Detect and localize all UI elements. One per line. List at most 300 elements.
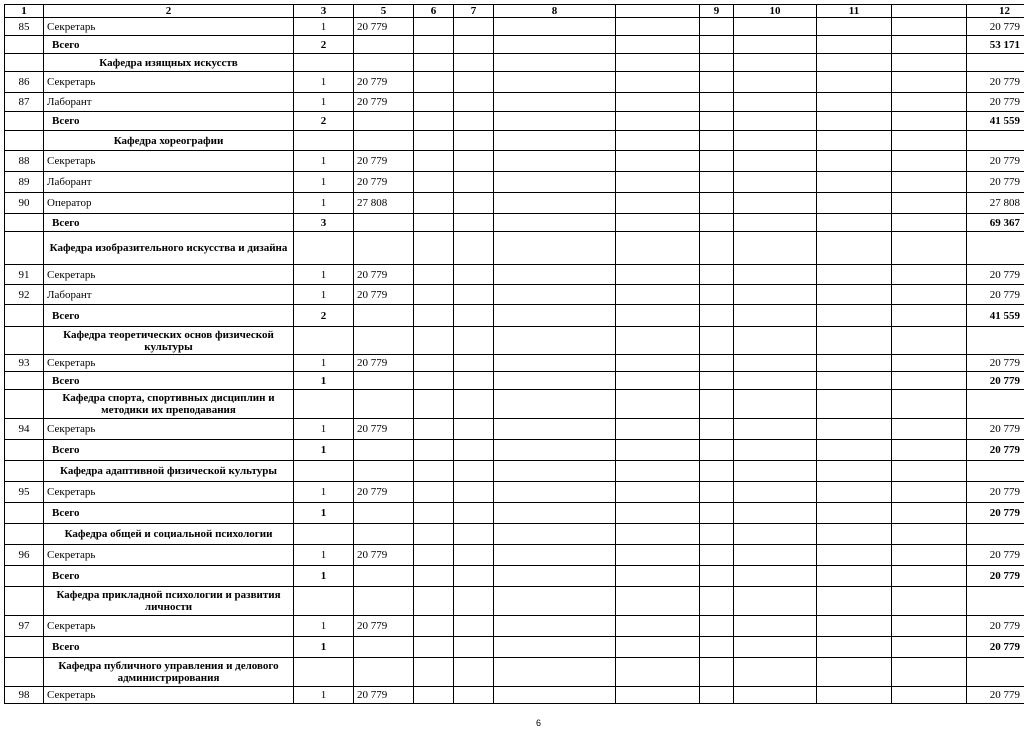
cell-c6 bbox=[414, 93, 454, 112]
cell-c8 bbox=[494, 658, 616, 687]
cell-c6 bbox=[414, 151, 454, 172]
cell-c11 bbox=[817, 637, 892, 658]
cell-c12 bbox=[967, 54, 1024, 72]
cell-cx bbox=[616, 440, 700, 461]
cell-c6 bbox=[414, 172, 454, 193]
cell-cy bbox=[892, 372, 967, 390]
total-row bbox=[5, 214, 1024, 232]
cell-c1: 97 bbox=[5, 616, 44, 637]
table-row bbox=[5, 545, 1024, 566]
cell-c9 bbox=[700, 566, 734, 587]
cell-cx bbox=[616, 658, 700, 687]
cell-c9 bbox=[700, 461, 734, 482]
cell-c6 bbox=[414, 72, 454, 93]
table-row bbox=[5, 193, 1024, 214]
cell-cy bbox=[892, 461, 967, 482]
cell-c7 bbox=[454, 151, 494, 172]
cell-c2: Кафедра теоретических основ физической культуры bbox=[44, 327, 294, 355]
cell-cx bbox=[616, 172, 700, 193]
cell-c10 bbox=[734, 72, 817, 93]
cell-cx bbox=[616, 687, 700, 704]
cell-c5 bbox=[354, 131, 414, 151]
section-row bbox=[5, 524, 1024, 545]
cell-c10 bbox=[734, 419, 817, 440]
cell-c9 bbox=[700, 327, 734, 355]
cell-c5: 20 779 bbox=[354, 419, 414, 440]
cell-c8 bbox=[494, 54, 616, 72]
cell-c8 bbox=[494, 419, 616, 440]
cell-c5 bbox=[354, 54, 414, 72]
cell-cy bbox=[892, 193, 967, 214]
cell-c6 bbox=[414, 419, 454, 440]
cell-c10 bbox=[734, 566, 817, 587]
cell-c5 bbox=[354, 461, 414, 482]
cell-c12: 20 779 bbox=[967, 637, 1024, 658]
cell-c5 bbox=[354, 587, 414, 616]
cell-c11 bbox=[817, 265, 892, 285]
cell-c2: Секретарь bbox=[44, 72, 294, 93]
cell-cy bbox=[892, 566, 967, 587]
cell-c9 bbox=[700, 524, 734, 545]
cell-c6 bbox=[414, 372, 454, 390]
section-row bbox=[5, 54, 1024, 72]
cell-cy bbox=[892, 265, 967, 285]
cell-c12 bbox=[967, 658, 1024, 687]
cell-c5: 20 779 bbox=[354, 93, 414, 112]
cell-c12 bbox=[967, 587, 1024, 616]
cell-c7 bbox=[454, 566, 494, 587]
cell-c3: 3 bbox=[294, 214, 354, 232]
header-cell: 5 bbox=[354, 5, 414, 18]
cell-c9 bbox=[700, 545, 734, 566]
table-row bbox=[5, 18, 1024, 36]
cell-c2: Всего bbox=[44, 214, 294, 232]
cell-c1 bbox=[5, 54, 44, 72]
total-row bbox=[5, 637, 1024, 658]
cell-c1 bbox=[5, 503, 44, 524]
cell-c2: Кафедра общей и социальной психологии bbox=[44, 524, 294, 545]
cell-c2: Лаборант bbox=[44, 285, 294, 305]
page-number: 6 bbox=[536, 718, 542, 728]
cell-c10 bbox=[734, 616, 817, 637]
cell-c5: 20 779 bbox=[354, 545, 414, 566]
header-cell: 10 bbox=[734, 5, 817, 18]
cell-c10 bbox=[734, 265, 817, 285]
cell-c7 bbox=[454, 54, 494, 72]
table-row bbox=[5, 151, 1024, 172]
cell-c3: 2 bbox=[294, 112, 354, 131]
cell-c2: Секретарь bbox=[44, 687, 294, 704]
cell-c2: Секретарь bbox=[44, 265, 294, 285]
cell-c9 bbox=[700, 637, 734, 658]
cell-cx bbox=[616, 616, 700, 637]
cell-c6 bbox=[414, 545, 454, 566]
cell-c2: Оператор bbox=[44, 193, 294, 214]
cell-c8 bbox=[494, 151, 616, 172]
cell-cy bbox=[892, 545, 967, 566]
cell-c6 bbox=[414, 440, 454, 461]
cell-cy bbox=[892, 637, 967, 658]
cell-c8 bbox=[494, 390, 616, 419]
header-cell: 8 bbox=[494, 5, 616, 18]
cell-c9 bbox=[700, 36, 734, 54]
cell-c6 bbox=[414, 18, 454, 36]
cell-c5 bbox=[354, 327, 414, 355]
cell-c12: 20 779 bbox=[967, 503, 1024, 524]
cell-c9 bbox=[700, 587, 734, 616]
cell-c2: Секретарь bbox=[44, 545, 294, 566]
cell-cx bbox=[616, 265, 700, 285]
cell-c1: 94 bbox=[5, 419, 44, 440]
cell-cx bbox=[616, 419, 700, 440]
cell-c5 bbox=[354, 637, 414, 658]
cell-c12: 20 779 bbox=[967, 93, 1024, 112]
cell-c12: 20 779 bbox=[967, 566, 1024, 587]
staffing-table bbox=[4, 4, 1024, 704]
cell-cx bbox=[616, 18, 700, 36]
cell-c11 bbox=[817, 172, 892, 193]
cell-c7 bbox=[454, 93, 494, 112]
cell-c10 bbox=[734, 355, 817, 372]
cell-c2: Кафедра прикладной психологии и развития личности bbox=[44, 587, 294, 616]
cell-cx bbox=[616, 461, 700, 482]
cell-c7 bbox=[454, 327, 494, 355]
cell-c11 bbox=[817, 461, 892, 482]
table-row bbox=[5, 172, 1024, 193]
cell-c9 bbox=[700, 112, 734, 131]
cell-cy bbox=[892, 390, 967, 419]
cell-c1: 95 bbox=[5, 482, 44, 503]
cell-c5: 27 808 bbox=[354, 193, 414, 214]
cell-c11 bbox=[817, 112, 892, 131]
cell-c2: Кафедра адаптивной физической культуры bbox=[44, 461, 294, 482]
cell-c11 bbox=[817, 18, 892, 36]
cell-c3: 1 bbox=[294, 18, 354, 36]
cell-cy bbox=[892, 18, 967, 36]
header-cell: 12 bbox=[967, 5, 1024, 18]
cell-cy bbox=[892, 503, 967, 524]
cell-c10 bbox=[734, 482, 817, 503]
cell-c5: 20 779 bbox=[354, 72, 414, 93]
cell-c5 bbox=[354, 440, 414, 461]
cell-c11 bbox=[817, 232, 892, 265]
cell-c12: 20 779 bbox=[967, 687, 1024, 704]
cell-c12: 20 779 bbox=[967, 18, 1024, 36]
cell-c9 bbox=[700, 687, 734, 704]
cell-c6 bbox=[414, 658, 454, 687]
total-row bbox=[5, 112, 1024, 131]
cell-c11 bbox=[817, 566, 892, 587]
cell-c3 bbox=[294, 232, 354, 265]
cell-c9 bbox=[700, 54, 734, 72]
cell-c5 bbox=[354, 372, 414, 390]
cell-cx bbox=[616, 545, 700, 566]
cell-c12: 20 779 bbox=[967, 151, 1024, 172]
cell-c10 bbox=[734, 372, 817, 390]
cell-c3: 1 bbox=[294, 637, 354, 658]
cell-c3: 1 bbox=[294, 440, 354, 461]
cell-c1: 85 bbox=[5, 18, 44, 36]
cell-c9 bbox=[700, 131, 734, 151]
cell-c7 bbox=[454, 461, 494, 482]
cell-c11 bbox=[817, 285, 892, 305]
cell-c6 bbox=[414, 54, 454, 72]
table-row bbox=[5, 419, 1024, 440]
cell-c2: Секретарь bbox=[44, 419, 294, 440]
cell-c7 bbox=[454, 524, 494, 545]
table-row bbox=[5, 93, 1024, 112]
cell-c10 bbox=[734, 524, 817, 545]
total-row bbox=[5, 305, 1024, 327]
cell-c10 bbox=[734, 545, 817, 566]
cell-c1: 86 bbox=[5, 72, 44, 93]
cell-c5 bbox=[354, 503, 414, 524]
cell-c1 bbox=[5, 131, 44, 151]
cell-c5 bbox=[354, 36, 414, 54]
cell-c12: 69 367 bbox=[967, 214, 1024, 232]
cell-c8 bbox=[494, 112, 616, 131]
cell-cy bbox=[892, 440, 967, 461]
cell-c1 bbox=[5, 440, 44, 461]
cell-cx bbox=[616, 503, 700, 524]
cell-c10 bbox=[734, 131, 817, 151]
cell-c12: 20 779 bbox=[967, 285, 1024, 305]
cell-c3 bbox=[294, 658, 354, 687]
cell-c2: Секретарь bbox=[44, 355, 294, 372]
cell-cx bbox=[616, 305, 700, 327]
cell-c2: Всего bbox=[44, 372, 294, 390]
cell-c9 bbox=[700, 265, 734, 285]
cell-c6 bbox=[414, 36, 454, 54]
cell-c10 bbox=[734, 172, 817, 193]
cell-c3: 1 bbox=[294, 616, 354, 637]
cell-c8 bbox=[494, 440, 616, 461]
cell-c6 bbox=[414, 327, 454, 355]
cell-c6 bbox=[414, 193, 454, 214]
cell-c2: Кафедра изобразительного искусства и дизайна bbox=[44, 232, 294, 265]
cell-c11 bbox=[817, 482, 892, 503]
cell-c1: 88 bbox=[5, 151, 44, 172]
cell-c3: 1 bbox=[294, 93, 354, 112]
cell-c1: 89 bbox=[5, 172, 44, 193]
cell-c7 bbox=[454, 285, 494, 305]
table-row bbox=[5, 482, 1024, 503]
total-row bbox=[5, 503, 1024, 524]
cell-c11 bbox=[817, 72, 892, 93]
cell-c6 bbox=[414, 616, 454, 637]
cell-c12: 53 171 bbox=[967, 36, 1024, 54]
cell-c1 bbox=[5, 232, 44, 265]
cell-c6 bbox=[414, 131, 454, 151]
cell-c1 bbox=[5, 305, 44, 327]
cell-c8 bbox=[494, 232, 616, 265]
cell-c7 bbox=[454, 687, 494, 704]
cell-c10 bbox=[734, 440, 817, 461]
cell-c2: Всего bbox=[44, 305, 294, 327]
cell-c6 bbox=[414, 524, 454, 545]
cell-c9 bbox=[700, 658, 734, 687]
cell-c5: 20 779 bbox=[354, 265, 414, 285]
cell-c11 bbox=[817, 36, 892, 54]
cell-c1 bbox=[5, 327, 44, 355]
cell-c10 bbox=[734, 687, 817, 704]
cell-cy bbox=[892, 93, 967, 112]
cell-c6 bbox=[414, 587, 454, 616]
cell-c7 bbox=[454, 112, 494, 131]
cell-c8 bbox=[494, 131, 616, 151]
cell-c7 bbox=[454, 131, 494, 151]
cell-c6 bbox=[414, 637, 454, 658]
cell-c5 bbox=[354, 214, 414, 232]
cell-c2: Кафедра хореографии bbox=[44, 131, 294, 151]
cell-c9 bbox=[700, 18, 734, 36]
cell-c10 bbox=[734, 285, 817, 305]
cell-c3 bbox=[294, 524, 354, 545]
cell-cy bbox=[892, 54, 967, 72]
header-cell: 2 bbox=[44, 5, 294, 18]
cell-c2: Секретарь bbox=[44, 616, 294, 637]
cell-c1 bbox=[5, 372, 44, 390]
cell-cy bbox=[892, 151, 967, 172]
cell-c8 bbox=[494, 193, 616, 214]
cell-c12 bbox=[967, 524, 1024, 545]
cell-cy bbox=[892, 524, 967, 545]
cell-c1 bbox=[5, 461, 44, 482]
cell-c5 bbox=[354, 658, 414, 687]
cell-c1: 90 bbox=[5, 193, 44, 214]
cell-c5 bbox=[354, 524, 414, 545]
cell-c6 bbox=[414, 112, 454, 131]
section-row bbox=[5, 587, 1024, 616]
cell-c8 bbox=[494, 566, 616, 587]
cell-c7 bbox=[454, 587, 494, 616]
cell-c11 bbox=[817, 658, 892, 687]
cell-c7 bbox=[454, 616, 494, 637]
cell-c9 bbox=[700, 214, 734, 232]
cell-c10 bbox=[734, 151, 817, 172]
cell-c3: 2 bbox=[294, 36, 354, 54]
cell-cx bbox=[616, 36, 700, 54]
cell-c10 bbox=[734, 18, 817, 36]
cell-c5: 20 779 bbox=[354, 151, 414, 172]
cell-c2: Всего bbox=[44, 112, 294, 131]
cell-c7 bbox=[454, 658, 494, 687]
cell-cy bbox=[892, 305, 967, 327]
cell-c8 bbox=[494, 616, 616, 637]
cell-c11 bbox=[817, 524, 892, 545]
cell-c5: 20 779 bbox=[354, 355, 414, 372]
cell-c6 bbox=[414, 214, 454, 232]
cell-c7 bbox=[454, 18, 494, 36]
cell-c11 bbox=[817, 616, 892, 637]
cell-c7 bbox=[454, 419, 494, 440]
cell-c12: 20 779 bbox=[967, 419, 1024, 440]
cell-c8 bbox=[494, 214, 616, 232]
cell-c12: 20 779 bbox=[967, 482, 1024, 503]
table-body bbox=[5, 5, 1024, 704]
cell-c3 bbox=[294, 131, 354, 151]
cell-c2: Всего bbox=[44, 503, 294, 524]
cell-c6 bbox=[414, 232, 454, 265]
cell-c12 bbox=[967, 390, 1024, 419]
cell-c12: 20 779 bbox=[967, 372, 1024, 390]
cell-c3 bbox=[294, 461, 354, 482]
cell-c3: 1 bbox=[294, 566, 354, 587]
total-row bbox=[5, 566, 1024, 587]
cell-c3: 1 bbox=[294, 265, 354, 285]
cell-c9 bbox=[700, 72, 734, 93]
cell-cy bbox=[892, 482, 967, 503]
cell-c1: 91 bbox=[5, 265, 44, 285]
cell-cx bbox=[616, 355, 700, 372]
cell-c12: 20 779 bbox=[967, 72, 1024, 93]
cell-c11 bbox=[817, 545, 892, 566]
header-cell bbox=[892, 5, 967, 18]
cell-c7 bbox=[454, 372, 494, 390]
cell-c1 bbox=[5, 214, 44, 232]
cell-c11 bbox=[817, 305, 892, 327]
table-row bbox=[5, 616, 1024, 637]
cell-c12: 20 779 bbox=[967, 265, 1024, 285]
cell-c3: 1 bbox=[294, 193, 354, 214]
header-cell: 6 bbox=[414, 5, 454, 18]
cell-c10 bbox=[734, 390, 817, 419]
cell-c7 bbox=[454, 440, 494, 461]
cell-c11 bbox=[817, 93, 892, 112]
cell-c5 bbox=[354, 232, 414, 265]
table-row bbox=[5, 355, 1024, 372]
cell-c12: 20 779 bbox=[967, 545, 1024, 566]
cell-c8 bbox=[494, 93, 616, 112]
cell-c11 bbox=[817, 54, 892, 72]
cell-c8 bbox=[494, 18, 616, 36]
cell-c1: 87 bbox=[5, 93, 44, 112]
cell-c9 bbox=[700, 503, 734, 524]
cell-c7 bbox=[454, 503, 494, 524]
table-row bbox=[5, 285, 1024, 305]
cell-c3: 1 bbox=[294, 482, 354, 503]
cell-c3: 1 bbox=[294, 172, 354, 193]
cell-c12 bbox=[967, 131, 1024, 151]
cell-c10 bbox=[734, 112, 817, 131]
cell-c7 bbox=[454, 232, 494, 265]
section-row bbox=[5, 658, 1024, 687]
cell-c8 bbox=[494, 355, 616, 372]
cell-c6 bbox=[414, 566, 454, 587]
cell-c7 bbox=[454, 193, 494, 214]
section-row bbox=[5, 461, 1024, 482]
cell-c8 bbox=[494, 545, 616, 566]
cell-c10 bbox=[734, 503, 817, 524]
cell-c8 bbox=[494, 524, 616, 545]
cell-c1: 98 bbox=[5, 687, 44, 704]
cell-cy bbox=[892, 36, 967, 54]
cell-cy bbox=[892, 214, 967, 232]
cell-cx bbox=[616, 524, 700, 545]
cell-c12: 20 779 bbox=[967, 616, 1024, 637]
cell-cx bbox=[616, 131, 700, 151]
cell-c11 bbox=[817, 327, 892, 355]
cell-cy bbox=[892, 587, 967, 616]
cell-c8 bbox=[494, 687, 616, 704]
section-row bbox=[5, 232, 1024, 265]
cell-c3 bbox=[294, 390, 354, 419]
cell-c9 bbox=[700, 193, 734, 214]
cell-c12: 41 559 bbox=[967, 305, 1024, 327]
cell-cx bbox=[616, 151, 700, 172]
cell-c8 bbox=[494, 637, 616, 658]
total-row bbox=[5, 36, 1024, 54]
